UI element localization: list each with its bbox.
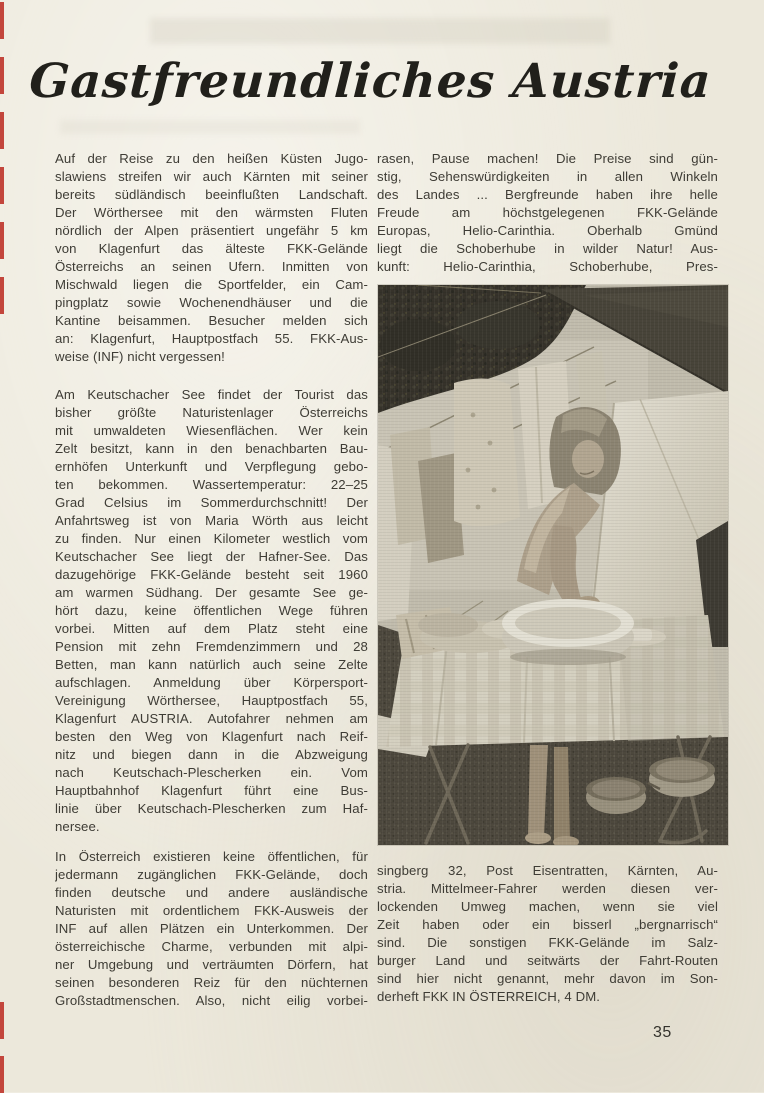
text-line: finden deutsche und andere ausländische xyxy=(55,885,368,900)
text-line: seinen besonderen Reiz für den nüchternen xyxy=(55,975,368,990)
wash-basin xyxy=(502,599,634,665)
text-line: mit umwaldeten Wiesenflächen. Wer kein xyxy=(55,423,368,438)
text-line: singberg 32, Post Eisentratten, Kärnten, Au- xyxy=(377,863,718,878)
text-line: slawiens streifen wir auch Kärnten mit seiner xyxy=(55,169,368,184)
text-line: burger Land und seitwärts der Fahrt-Routen xyxy=(377,953,718,968)
text-line: Pension mit zehn Fremdenzimmern und 28 xyxy=(55,639,368,654)
text-line: nersee. xyxy=(55,819,100,834)
text-line: bisher größte Naturistenlager Österreichs xyxy=(55,405,368,420)
text-line: kunft: Helio-Carinthia, Schoberhube, Pres- xyxy=(377,259,718,274)
text-line: weise (INF) nicht vergessen! xyxy=(55,349,225,364)
page-edge-mark xyxy=(0,277,4,314)
text-line: des Landes ... Bergfreunde haben ihre helle xyxy=(377,187,718,202)
text-line: Freude am höchstgelegenen FKK-Gelände xyxy=(377,205,718,220)
text-line: Vereinigung Wörthersee, Hauptpostfach 55, xyxy=(55,693,368,708)
text-line: zu finden. Nur einen Kilometer westlich vom xyxy=(55,531,368,546)
text-line: Betten, man kann natürlich auch seine Zelte xyxy=(55,657,368,672)
text-line: stria. Mittelmeer-Fahrer werden diesen ver- xyxy=(377,881,718,896)
text-line: nach Keutschach-Plescherken ein. Vom xyxy=(55,765,368,780)
text-line: an: Klagenfurt, Hauptpostfach 55. FKK-Aus- xyxy=(55,331,368,346)
text-line: INF auf allen Plätzen ein Unterkommen. Der xyxy=(55,921,368,936)
text-line: Hauptbahnhof Klagenfurt führt eine Bus- xyxy=(55,783,368,798)
text-line: sind. Die sonstigen FKK-Gelände im Salz- xyxy=(377,935,718,950)
text-line: Naturisten mit ordentlichem FKK-Ausweis der xyxy=(55,903,368,918)
text-line: Zeit haben oder ein bisserl „bergnarrisch“ xyxy=(377,917,718,932)
right-column-paragraph-top xyxy=(377,150,718,276)
text-line: dazugehörige FKK-Gelände besteht seit 1960 xyxy=(55,567,368,582)
text-line: Auf der Reise zu den heißen Küsten Jugo- xyxy=(55,151,368,166)
text-line: aufschlagen. Anmeldung über Körpersport- xyxy=(55,675,368,690)
page-edge-mark xyxy=(0,2,4,39)
text-line: von Klagenfurt das älteste FKK-Gelände xyxy=(55,241,368,256)
text-line: ten bekommen. Wassertemperatur: 22–25 xyxy=(55,477,368,492)
text-line: Am Keutschacher See findet der Tourist das xyxy=(55,387,368,402)
text-line: pingplatz sowie Wochenendhäuser und die xyxy=(55,295,368,310)
text-line: hört dazu, keine öffentlichen Wege führen xyxy=(55,603,368,618)
text-line: derheft FKK IN ÖSTERREICH, 4 DM. xyxy=(377,989,601,1004)
paper-showthrough xyxy=(150,18,610,44)
text-line: Klagenfurt AUSTRIA. Autofahrer nehmen am xyxy=(55,711,368,726)
text-line: linie über Keutschach-Plescherken zum Haf- xyxy=(55,801,368,816)
text-line: Keutschacher See liegt der Hafner-See. Das xyxy=(55,549,368,564)
right-column-paragraph-bottom xyxy=(377,862,718,1006)
text-line: am warmen Südhang. Der gesamte See ge- xyxy=(55,585,368,600)
text-line: nitz und biegen dann in die Abzweigung xyxy=(55,747,368,762)
page-edge-mark xyxy=(0,167,4,204)
text-line: bereits südländisch beeinflußten Landschaft. xyxy=(55,187,368,202)
text-line: Großstadtmenschen. Also, nicht eilig vorbei- xyxy=(55,993,368,1008)
text-line: jedermann zugänglichen FKK-Gelände, doch xyxy=(55,867,368,882)
text-line: lockenden Umweg machen, wenn sie viel xyxy=(377,899,718,914)
text-line: Österreichs an seinen Ufern. Inmitten von xyxy=(55,259,368,274)
article-title: Gastfreundliches Austria xyxy=(27,54,713,109)
text-line: Der Wörthersee mit den wärmsten Fluten xyxy=(55,205,368,220)
text-line: ner Umgebung und verträumten Dörfern, hat xyxy=(55,957,368,972)
text-line: Zelt besitzt, kann in den benachbarten Bau- xyxy=(55,441,368,456)
text-line: Kantine beisammen. Besucher melden sich xyxy=(55,313,368,328)
text-line: nördlich der Alpen präsentiert ungefähr 5 km xyxy=(55,223,368,238)
text-line: vorbei. Mitten auf dem Platz steht eine xyxy=(55,621,368,636)
text-line: österreichische Charme, verbunden mit alpi- xyxy=(55,939,368,954)
page-edge-mark xyxy=(0,222,4,259)
text-line: In Österreich existieren keine öffentlichen, für xyxy=(55,849,368,864)
campsite-photograph xyxy=(378,285,728,845)
left-column-paragraph-2 xyxy=(55,386,368,836)
text-line: rasen, Pause machen! Die Preise sind gün- xyxy=(377,151,718,166)
left-column-paragraph-1 xyxy=(55,150,368,366)
text-line: Grad Celsius im Sommerdurchschnitt! Der xyxy=(55,495,368,510)
photo-illustration xyxy=(378,285,728,845)
text-line: liegt die Schoberhube in wilder Natur! Aus- xyxy=(377,241,718,256)
text-line: stig, Sehenswürdigkeiten in allen Winkeln xyxy=(377,169,718,184)
page-edge-mark xyxy=(0,1056,4,1093)
text-line: sind hier nicht genannt, mehr davon im Son- xyxy=(377,971,718,986)
text-line: Europas, Helio-Carinthia. Oberhalb Gmünd xyxy=(377,223,718,238)
left-column-paragraph-3 xyxy=(55,848,368,1010)
text-line: besten den Weg von Klagenfurt nach Reif- xyxy=(55,729,368,744)
page-number: 35 xyxy=(653,1024,672,1041)
page-edge-mark xyxy=(0,1002,4,1039)
text-line: ernhöfen Unterkunft und Verpflegung gebo- xyxy=(55,459,368,474)
text-line: Anfahrtsweg ist von Maria Wörth aus leicht xyxy=(55,513,368,528)
text-line: Mischwald liegen die Sportfelder, ein Cam- xyxy=(55,277,368,292)
